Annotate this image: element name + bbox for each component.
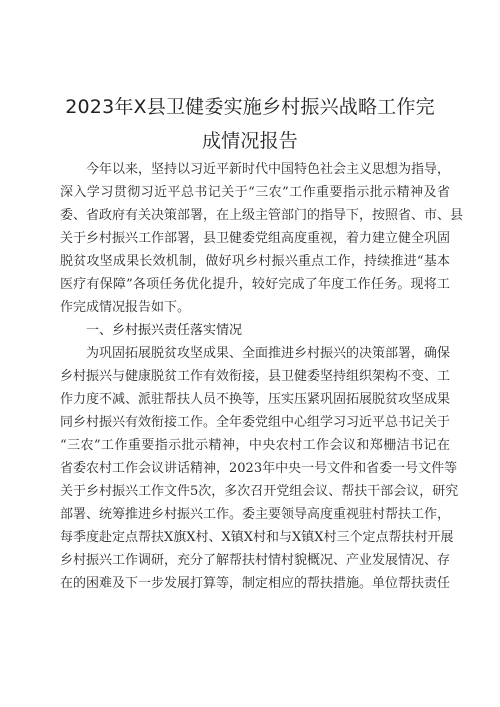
body-line: 部署、统筹推进乡村振兴工作。委主要领导高度重视驻村帮扶工作， [60,507,451,522]
body-line: 乡村振兴工作调研，充分了解帮扶村情村貌概况、产业发展情况、存 [60,553,451,568]
title-line-1: 2023年X县卫健委实施乡村振兴战略工作完 [65,96,435,118]
body-line: 同乡村振兴有效衔接工作。全年委党组中心组学习习近平总书记关于 [60,415,451,430]
body-line: “三农”工作重要指示批示精神，中央农村工作会议和郑栅洁书记在 [60,438,450,453]
intro-line: 委、省政府有关决策部署，在上级主管部门的指导下，按照省、市、县 [60,208,464,223]
intro-line: 关于乡村振兴工作部署，县卫健委党组高度重视，着力建立健全巩固 [60,231,451,246]
section-heading: 一、乡村振兴责任落实情况 [86,323,243,338]
intro-line: 医疗有保障”各项任务优化提升，较好完成了年度工作任务。现将工 [60,277,450,292]
intro-line: 作完成情况报告如下。 [60,300,191,315]
body-line: 每季度赴定点帮扶X旗X村、X镇X村和与X镇X村三个定点帮扶村开展 [60,530,454,545]
title-line-2: 成情况报告 [201,130,298,152]
body-line: 关于乡村振兴工作文件5次，多次召开党组会议、帮扶干部会议，研究 [60,484,459,499]
body-line: 为巩固拓展脱贫攻坚成果、全面推进乡村振兴的决策部署，确保 [86,346,451,361]
intro-line: 脱贫攻坚成果长效机制，做好巩乡村振兴重点工作，持续推进“基本 [60,254,450,269]
body-line: 作力度不减、派驻帮扶人员不换等，压实压紧巩固拓展脱贫攻坚成果 [60,392,451,407]
intro-line: 今年以来，坚持以习近平新时代中国特色社会主义思想为指导， [86,162,451,177]
body-line: 在的困难及下一步发展打算等，制定相应的帮扶措施。单位帮扶责任 [60,576,451,591]
body-line: 省委农村工作会议讲话精神，2023年中央一号文件和省委一号文件等 [60,461,458,476]
intro-line: 深入学习贯彻习近平总书记关于“三农”工作重要指示批示精神及省 [60,185,450,200]
body-line: 乡村振兴与健康脱贫工作有效衔接，县卫健委坚持组织架构不变、工 [60,369,451,384]
